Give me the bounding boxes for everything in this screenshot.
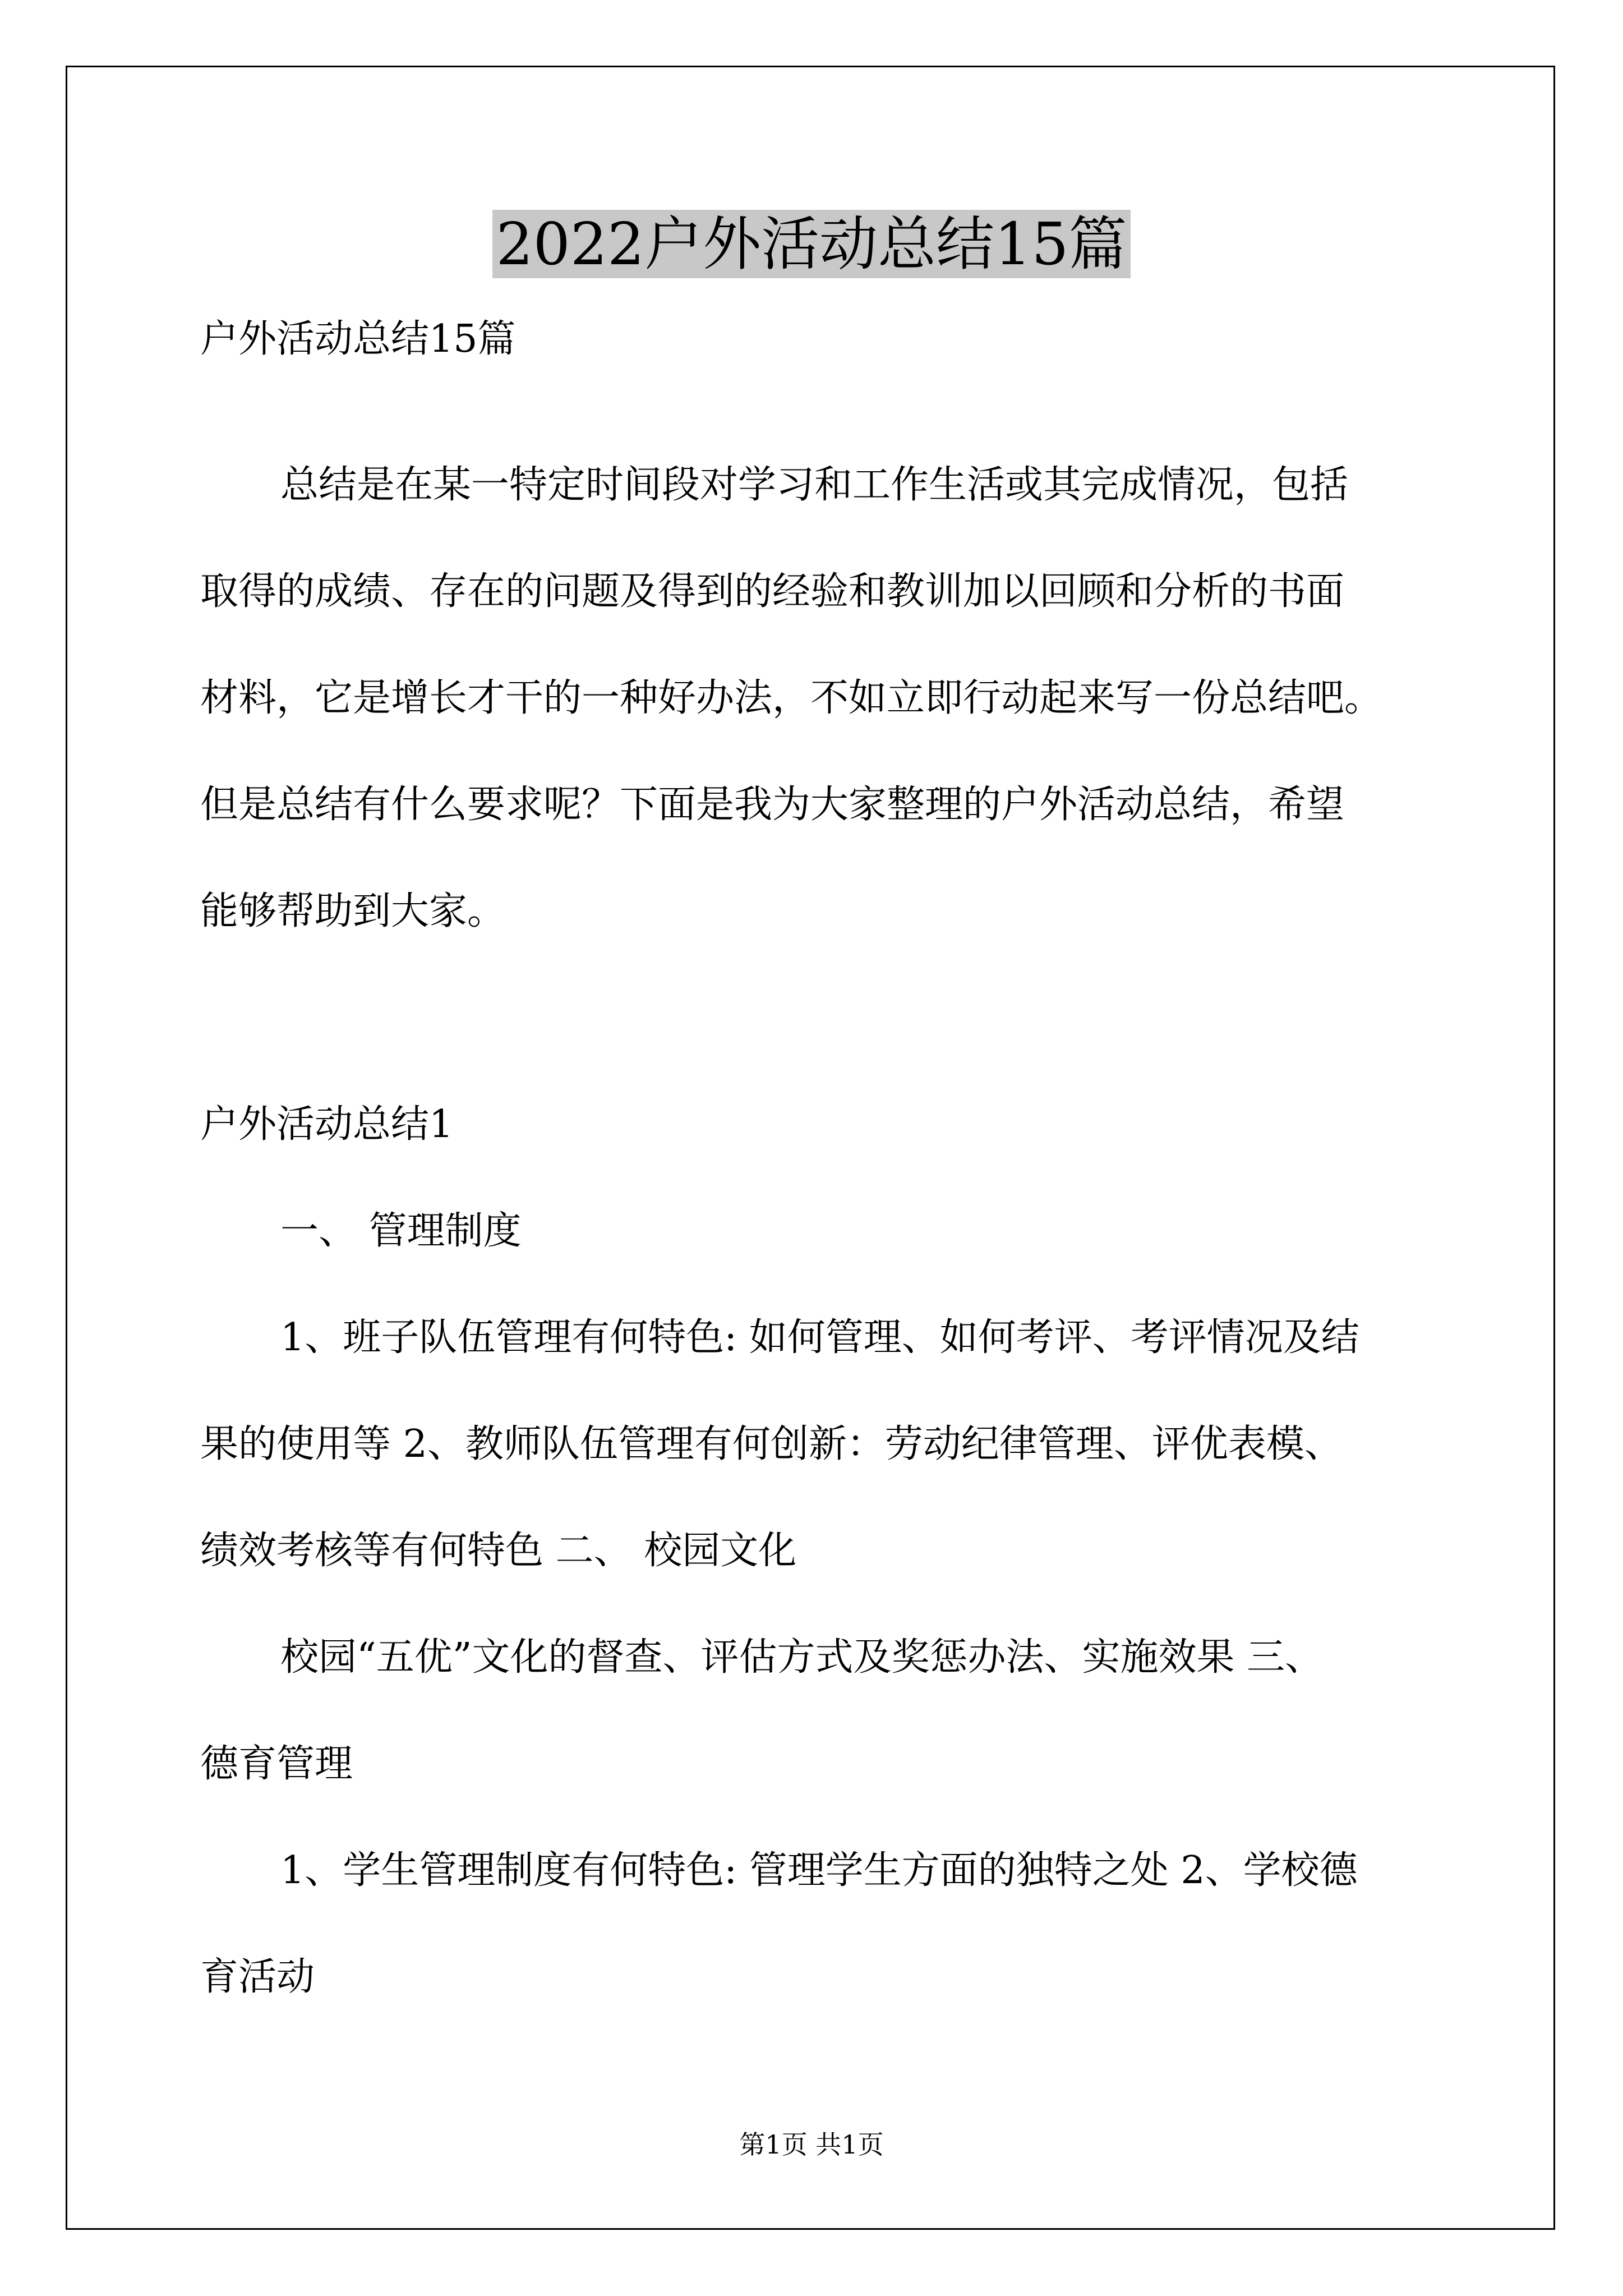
document-title-text: 2022户外活动总结15篇 <box>492 210 1130 278</box>
subsection-heading: 一、 管理制度 <box>280 1209 522 1253</box>
paragraph-line: 材料，它是增长才干的一种好办法，不如立即行动起来写一份总结吧。 <box>200 676 1383 720</box>
page-number-footer: 第1页 共1页 <box>739 2129 884 2160</box>
paragraph-line: 1、学生管理制度有何特色: 管理学生方面的独特之处 2、学校德 <box>280 1848 1358 1893</box>
document-title <box>0 202 1623 286</box>
paragraph-line: 校园“五优”文化的督查、评估方式及奖惩办法、实施效果 三、 <box>280 1635 1324 1680</box>
section-heading: 户外活动总结1 <box>200 1102 454 1147</box>
paragraph-line: 德育管理 <box>200 1742 353 1786</box>
paragraph-line: 总结是在某一特定时间段对学习和工作生活或其完成情况，包括 <box>280 463 1349 507</box>
subtitle-line: 户外活动总结15篇 <box>200 317 516 361</box>
paragraph-line: 果的使用等 2、教师队伍管理有何创新：劳动纪律管理、评优表模、 <box>200 1422 1343 1466</box>
paragraph-line: 但是总结有什么要求呢？下面是我为大家整理的户外活动总结，希望 <box>200 783 1345 827</box>
paragraph-line: 取得的成绩、存在的问题及得到的经验和教训加以回顾和分析的书面 <box>200 569 1345 614</box>
paragraph-line: 能够帮助到大家。 <box>200 889 506 933</box>
paragraph-line: 绩效考核等有何特色 二、 校园文化 <box>200 1529 797 1573</box>
paragraph-line: 育活动 <box>200 1955 315 1999</box>
paragraph-line: 1、班子队伍管理有何特色: 如何管理、如何考评、考评情况及结 <box>280 1315 1359 1360</box>
